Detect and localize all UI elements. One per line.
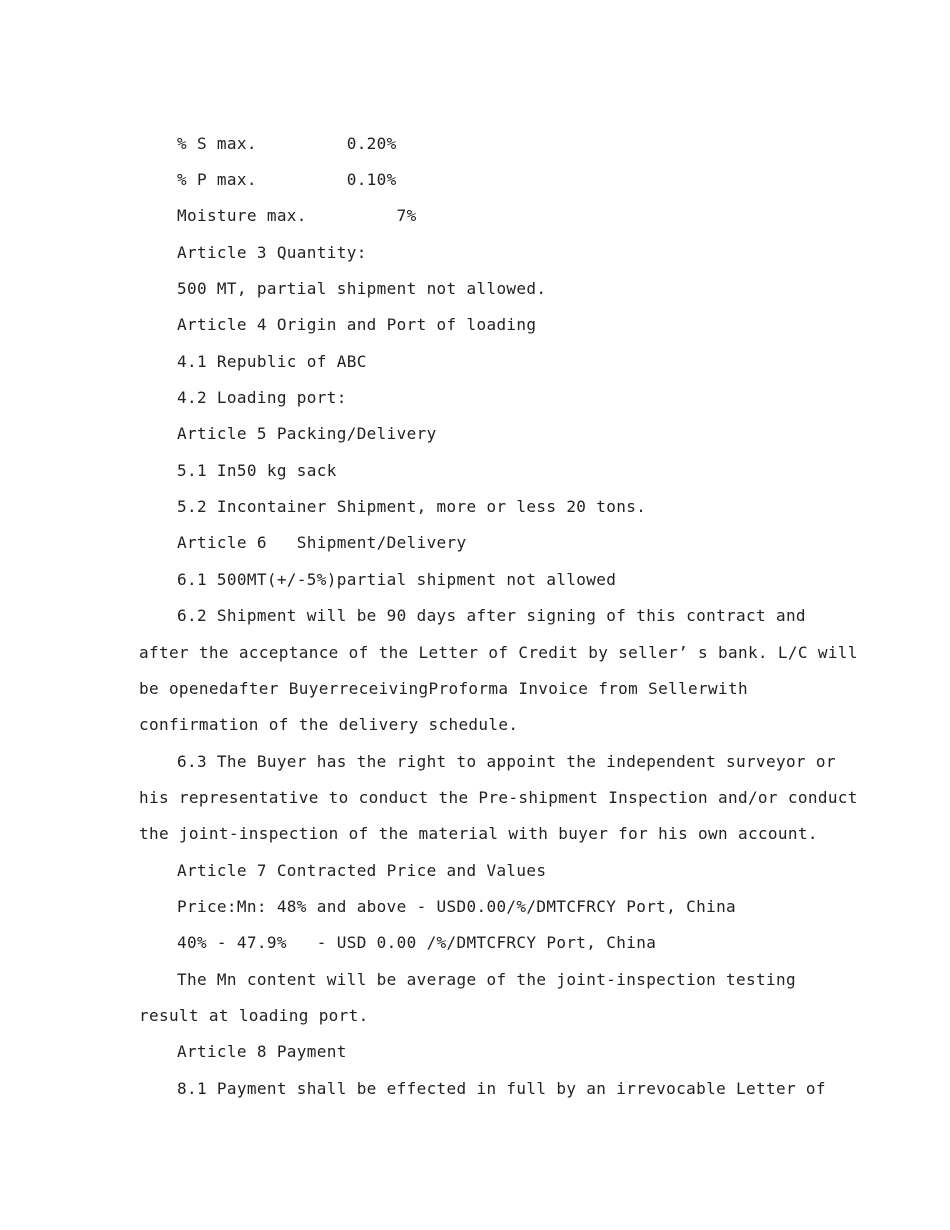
article-8-heading: Article 8 Payment [177,1042,347,1061]
spec-phosphorus-line: % P max. 0.10% [177,170,397,189]
clause-6-2-line-4: confirmation of the delivery schedule. [139,715,519,734]
mn-content-line-2: result at loading port. [139,1006,369,1025]
article-3-heading: Article 3 Quantity: [177,243,367,262]
spec-sulfur-line: % S max. 0.20% [177,134,397,153]
mn-content-line-1: The Mn content will be average of the joint-inspection testing [177,970,796,989]
clause-6-2-line-1: 6.2 Shipment will be 90 days after signing of this contract and [177,606,806,625]
article-5-heading: Article 5 Packing/Delivery [177,424,437,443]
spec-moisture-line: Moisture max. 7% [177,206,417,225]
price-line-1: Price:Mn: 48% and above - USD0.00/%/DMTCFRCY Port, China [177,897,737,916]
article-3-text: 500 MT, partial shipment not allowed. [177,279,547,298]
clause-4-2: 4.2 Loading port: [177,388,347,407]
clause-8-1-line-1: 8.1 Payment shall be effected in full by an irrevocable Letter of [177,1079,826,1098]
clause-6-2-line-2: after the acceptance of the Letter of Credit by seller’ s bank. L/C will [139,643,858,662]
clause-5-1: 5.1 In50 kg sack [177,461,337,480]
article-7-heading: Article 7 Contracted Price and Values [177,861,547,880]
clause-4-1: 4.1 Republic of ABC [177,352,367,371]
clause-6-3-line-2: his representative to conduct the Pre-shipment Inspection and/or conduct [139,788,858,807]
clause-6-3-line-3: the joint-inspection of the material with buyer for his own account. [139,824,818,843]
price-line-2: 40% - 47.9% - USD 0.00 /%/DMTCFRCY Port, China [177,933,657,952]
clause-5-2: 5.2 Incontainer Shipment, more or less 20 tons. [177,497,647,516]
clause-6-1: 6.1 500MT(+/-5%)partial shipment not allowed [177,570,617,589]
clause-6-3-line-1: 6.3 The Buyer has the right to appoint the independent surveyor or [177,752,836,771]
article-4-heading: Article 4 Origin and Port of loading [177,315,537,334]
clause-6-2-line-3: be openedafter BuyerreceivingProforma Invoice from Sellerwith [139,679,748,698]
article-6-heading: Article 6 Shipment/Delivery [177,533,467,552]
